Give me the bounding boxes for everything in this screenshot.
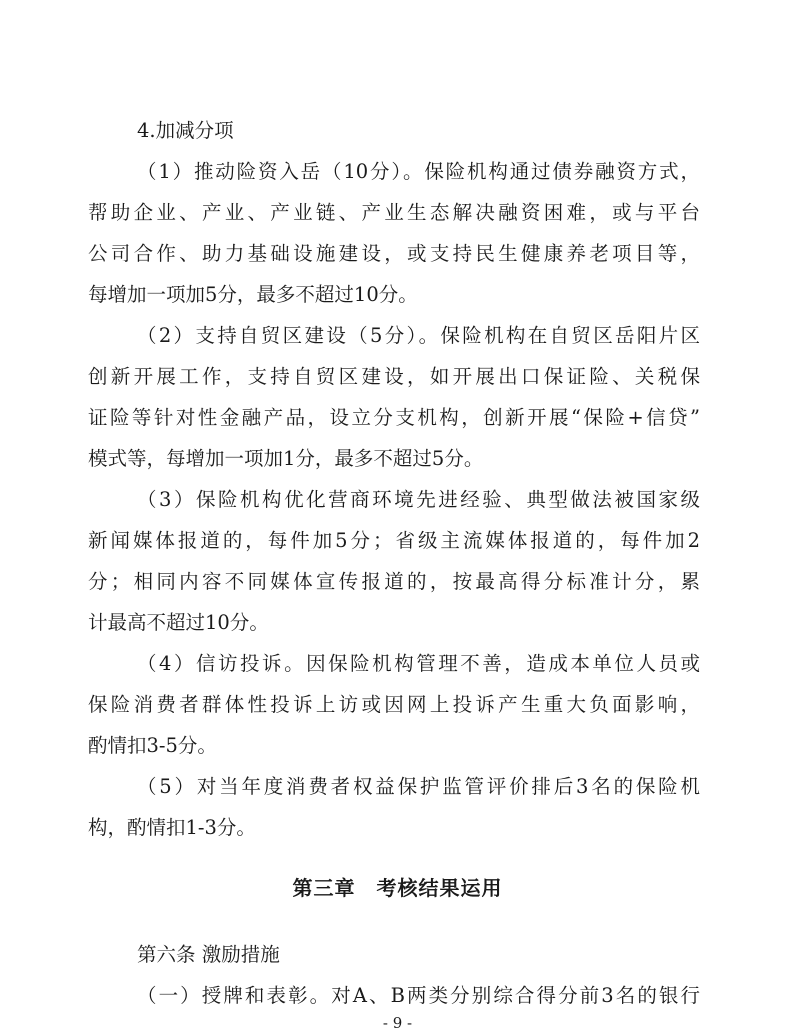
section-4-heading: 4.加减分项: [137, 119, 234, 142]
item-4-line-2: 保险消费者群体性投诉上访或因网上投诉产生重大负面影响，: [88, 693, 700, 716]
item-2-line-3: 证险等针对性金融产品，设立分支机构，创新开展“保险+信贷”: [88, 406, 700, 429]
item-2-line-1: （2）支持自贸区建设（5分）。保险机构在自贸区岳阳片区: [137, 324, 700, 347]
article-6-item-1-line-1: （一）授牌和表彰。对A、B两类分别综合得分前3名的银行: [137, 984, 700, 1007]
item-3-line-4: 计最高不超过10分。: [88, 611, 269, 634]
item-4-line-1: （4）信访投诉。因保险机构管理不善，造成本单位人员或: [137, 652, 700, 675]
item-3-line-1: （3）保险机构优化营商环境先进经验、典型做法被国家级: [137, 488, 700, 511]
item-3-line-3: 分；相同内容不同媒体宣传报道的，按最高得分标准计分，累: [88, 570, 700, 593]
item-4-line-3: 酌情扣3-5分。: [88, 734, 217, 757]
page-number: - 9 -: [382, 1014, 413, 1032]
item-1-line-3: 公司合作、助力基础设施建设，或支持民生健康养老项目等，: [88, 242, 700, 265]
item-1-line-4: 每增加一项加5分，最多不超过10分。: [88, 283, 418, 306]
item-1-line-1: （1）推动险资入岳（10分）。保险机构通过债券融资方式，: [137, 160, 700, 183]
chapter-title: 第三章 考核结果运用: [292, 876, 503, 900]
item-5-line-2: 构，酌情扣1-3分。: [88, 816, 256, 839]
item-5-line-1: （5）对当年度消费者权益保护监管评价排后3名的保险机: [137, 775, 700, 798]
article-6-heading: 第六条 激励措施: [137, 943, 280, 966]
item-2-line-4: 模式等，每增加一项加1分，最多不超过5分。: [88, 447, 484, 470]
item-2-line-2: 创新开展工作，支持自贸区建设，如开展出口保证险、关税保: [88, 365, 700, 388]
item-3-line-2: 新闻媒体报道的，每件加5分；省级主流媒体报道的，每件加2: [88, 529, 700, 552]
item-1-line-2: 帮助企业、产业、产业链、产业生态解决融资困难，或与平台: [88, 201, 700, 224]
